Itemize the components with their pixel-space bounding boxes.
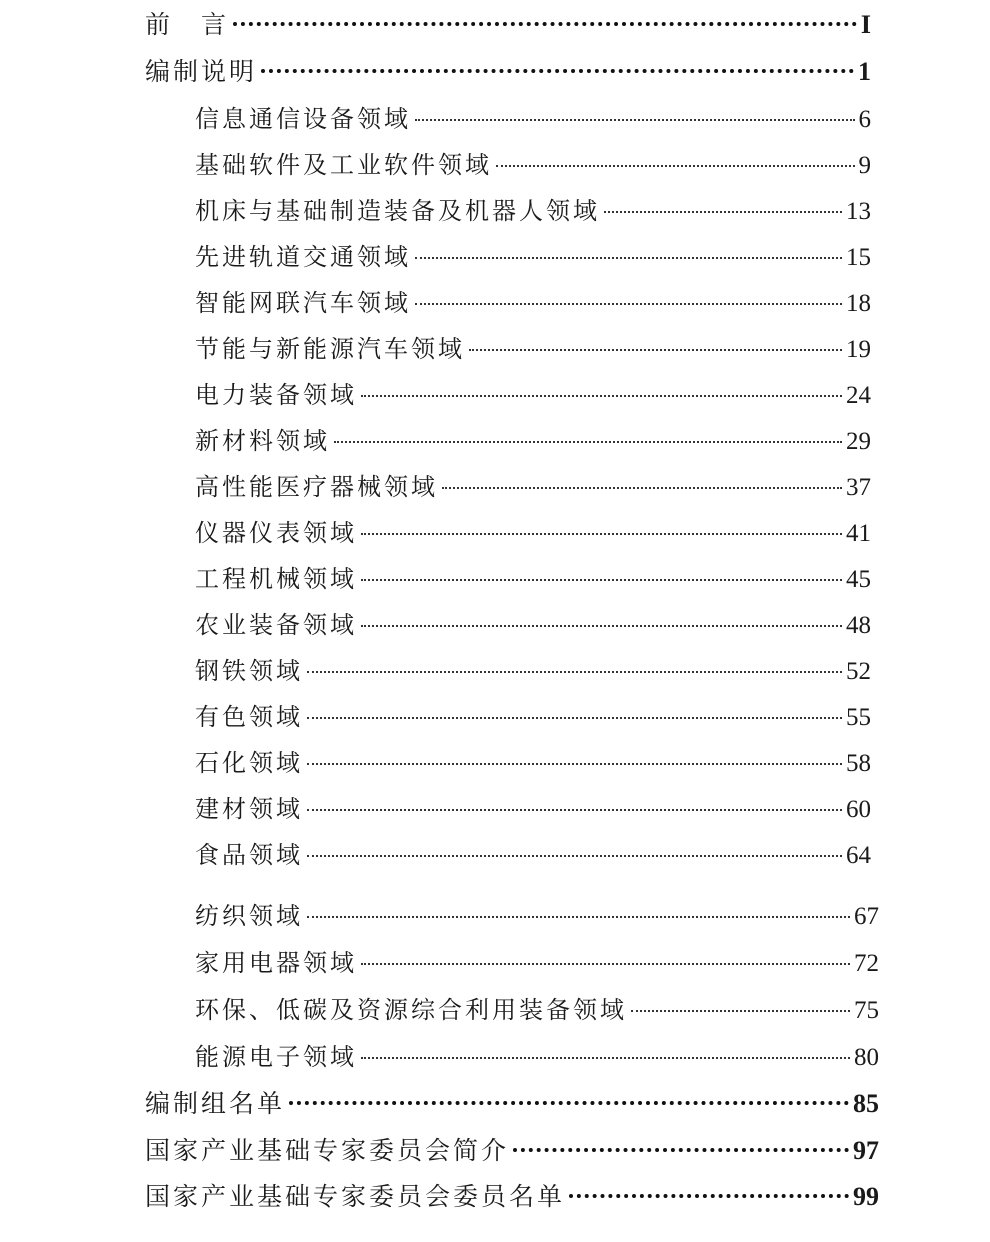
toc-dot-leader — [415, 302, 842, 305]
toc-entry-section[interactable] — [195, 467, 871, 507]
toc-entry-page: 37 — [846, 474, 871, 501]
toc-entry-title: 能源电子领域 — [195, 1043, 357, 1071]
toc-dot-leader — [361, 1056, 850, 1059]
toc-entry-page: 24 — [846, 382, 871, 409]
toc-dot-leader — [415, 118, 855, 121]
toc-entry-section[interactable] — [195, 283, 871, 323]
toc-entry-title: 钢铁领域 — [195, 657, 303, 685]
toc-dot-leader — [361, 578, 842, 581]
toc-entry-page: 72 — [854, 950, 879, 977]
toc-entry-page: 29 — [846, 428, 871, 455]
toc-entry-page: 41 — [846, 520, 871, 547]
toc-entry-page: 85 — [853, 1089, 879, 1118]
toc-entry-title: 编制组名单 — [145, 1089, 286, 1118]
toc-entry-page: 18 — [846, 290, 871, 317]
toc-dot-leader — [233, 21, 857, 26]
toc-entry-page: 97 — [853, 1136, 879, 1165]
toc-entry-page: 45 — [846, 566, 871, 593]
toc-entry-section[interactable] — [195, 559, 871, 599]
toc-dot-leader — [307, 808, 842, 811]
toc-entry-section[interactable] — [195, 329, 871, 369]
toc-entry-section[interactable] — [195, 375, 871, 415]
toc-entry-section[interactable] — [195, 943, 879, 983]
toc-entry-title: 纺织领域 — [195, 902, 303, 930]
toc-entry-page: 6 — [858, 106, 871, 133]
toc-entry-section[interactable] — [195, 421, 871, 461]
toc-entry-title: 工程机械领域 — [195, 565, 357, 593]
toc-entry-page: 48 — [846, 612, 871, 639]
toc-entry-compilation-team[interactable] — [145, 1084, 879, 1124]
toc-entry-section[interactable] — [195, 237, 871, 277]
toc-entry-title: 前 言 — [145, 10, 230, 39]
toc-entry-section[interactable] — [195, 145, 871, 185]
toc-entry-page: 67 — [854, 903, 879, 930]
toc-entry-section[interactable] — [195, 743, 871, 783]
toc-entry-title: 电力装备领域 — [195, 381, 357, 409]
toc-dot-leader — [307, 854, 842, 857]
toc-entry-title: 食品领域 — [195, 841, 303, 869]
toc-entry-title: 国家产业基础专家委员会简介 — [145, 1136, 510, 1165]
toc-entry-page: 58 — [846, 750, 871, 777]
toc-entry-title: 家用电器领域 — [195, 949, 357, 977]
toc-dot-leader — [469, 348, 842, 351]
toc-dot-leader — [307, 762, 842, 765]
toc-dot-leader — [334, 440, 842, 443]
toc-entry-section[interactable] — [195, 835, 871, 875]
toc-entry-section[interactable] — [195, 789, 871, 829]
toc-entry-compilation-notes[interactable] — [145, 52, 871, 92]
toc-dot-leader — [569, 1193, 849, 1198]
toc-dot-leader — [631, 1009, 850, 1012]
toc-entry-title: 智能网联汽车领域 — [195, 289, 411, 317]
toc-dot-leader — [415, 256, 842, 259]
toc-dot-leader — [307, 716, 842, 719]
toc-entry-page: 64 — [846, 842, 871, 869]
toc-entry-page: 75 — [854, 997, 879, 1024]
toc-entry-page: 19 — [846, 336, 871, 363]
toc-dot-leader — [361, 962, 850, 965]
toc-entry-title: 农业装备领域 — [195, 611, 357, 639]
toc-entry-title: 基础软件及工业软件领域 — [195, 151, 492, 179]
toc-dot-leader — [361, 394, 842, 397]
toc-entry-section[interactable] — [195, 990, 879, 1030]
toc-entry-page: I — [860, 10, 871, 39]
toc-entry-committee-intro[interactable] — [145, 1131, 879, 1171]
toc-entry-committee-members[interactable] — [145, 1177, 879, 1217]
toc-entry-page: 52 — [846, 658, 871, 685]
toc-dot-leader — [261, 68, 854, 73]
toc-entry-title: 先进轨道交通领域 — [195, 243, 411, 271]
toc-entry-title: 编制说明 — [145, 57, 258, 86]
toc-entry-title: 高性能医疗器械领域 — [195, 473, 438, 501]
toc-dot-leader — [496, 164, 855, 167]
toc-entry-page: 9 — [858, 152, 871, 179]
toc-entry-section[interactable] — [195, 896, 879, 936]
toc-dot-leader — [289, 1100, 849, 1105]
toc-entry-page: 60 — [846, 796, 871, 823]
toc-entry-title: 信息通信设备领域 — [195, 105, 411, 133]
toc-dot-leader — [361, 532, 842, 535]
toc-entry-page: 80 — [854, 1044, 879, 1071]
toc-entry-title: 机床与基础制造装备及机器人领域 — [195, 197, 600, 225]
toc-dot-leader — [513, 1147, 849, 1152]
toc-entry-page: 99 — [853, 1182, 879, 1211]
toc-entry-title: 环保、低碳及资源综合利用装备领域 — [195, 996, 627, 1024]
toc-entry-title: 石化领域 — [195, 749, 303, 777]
toc-entry-page: 1 — [858, 57, 871, 86]
toc-entry-section[interactable] — [195, 1037, 879, 1077]
toc-dot-leader — [604, 210, 842, 213]
toc-entry-page: 15 — [846, 244, 871, 271]
toc-entry-section[interactable] — [195, 605, 871, 645]
toc-entry-page: 55 — [846, 704, 871, 731]
toc-entry-title: 仪器仪表领域 — [195, 519, 357, 547]
toc-dot-leader — [442, 486, 842, 489]
toc-dot-leader — [307, 670, 842, 673]
toc-entry-title: 建材领域 — [195, 795, 303, 823]
toc-entry-section[interactable] — [195, 651, 871, 691]
toc-entry-section[interactable] — [195, 697, 871, 737]
toc-entry-section[interactable] — [195, 191, 871, 231]
toc-entry-page: 13 — [846, 198, 871, 225]
toc-entry-title: 新材料领域 — [195, 427, 330, 455]
toc-dot-leader — [307, 915, 850, 918]
toc-entry-section[interactable] — [195, 99, 871, 139]
toc-entry-section[interactable] — [195, 513, 871, 553]
toc-entry-title: 有色领域 — [195, 703, 303, 731]
toc-entry-title: 节能与新能源汽车领域 — [195, 335, 465, 363]
toc-entry-title: 国家产业基础专家委员会委员名单 — [145, 1182, 566, 1211]
toc-dot-leader — [361, 624, 842, 627]
toc-entry-preface[interactable] — [145, 5, 871, 45]
